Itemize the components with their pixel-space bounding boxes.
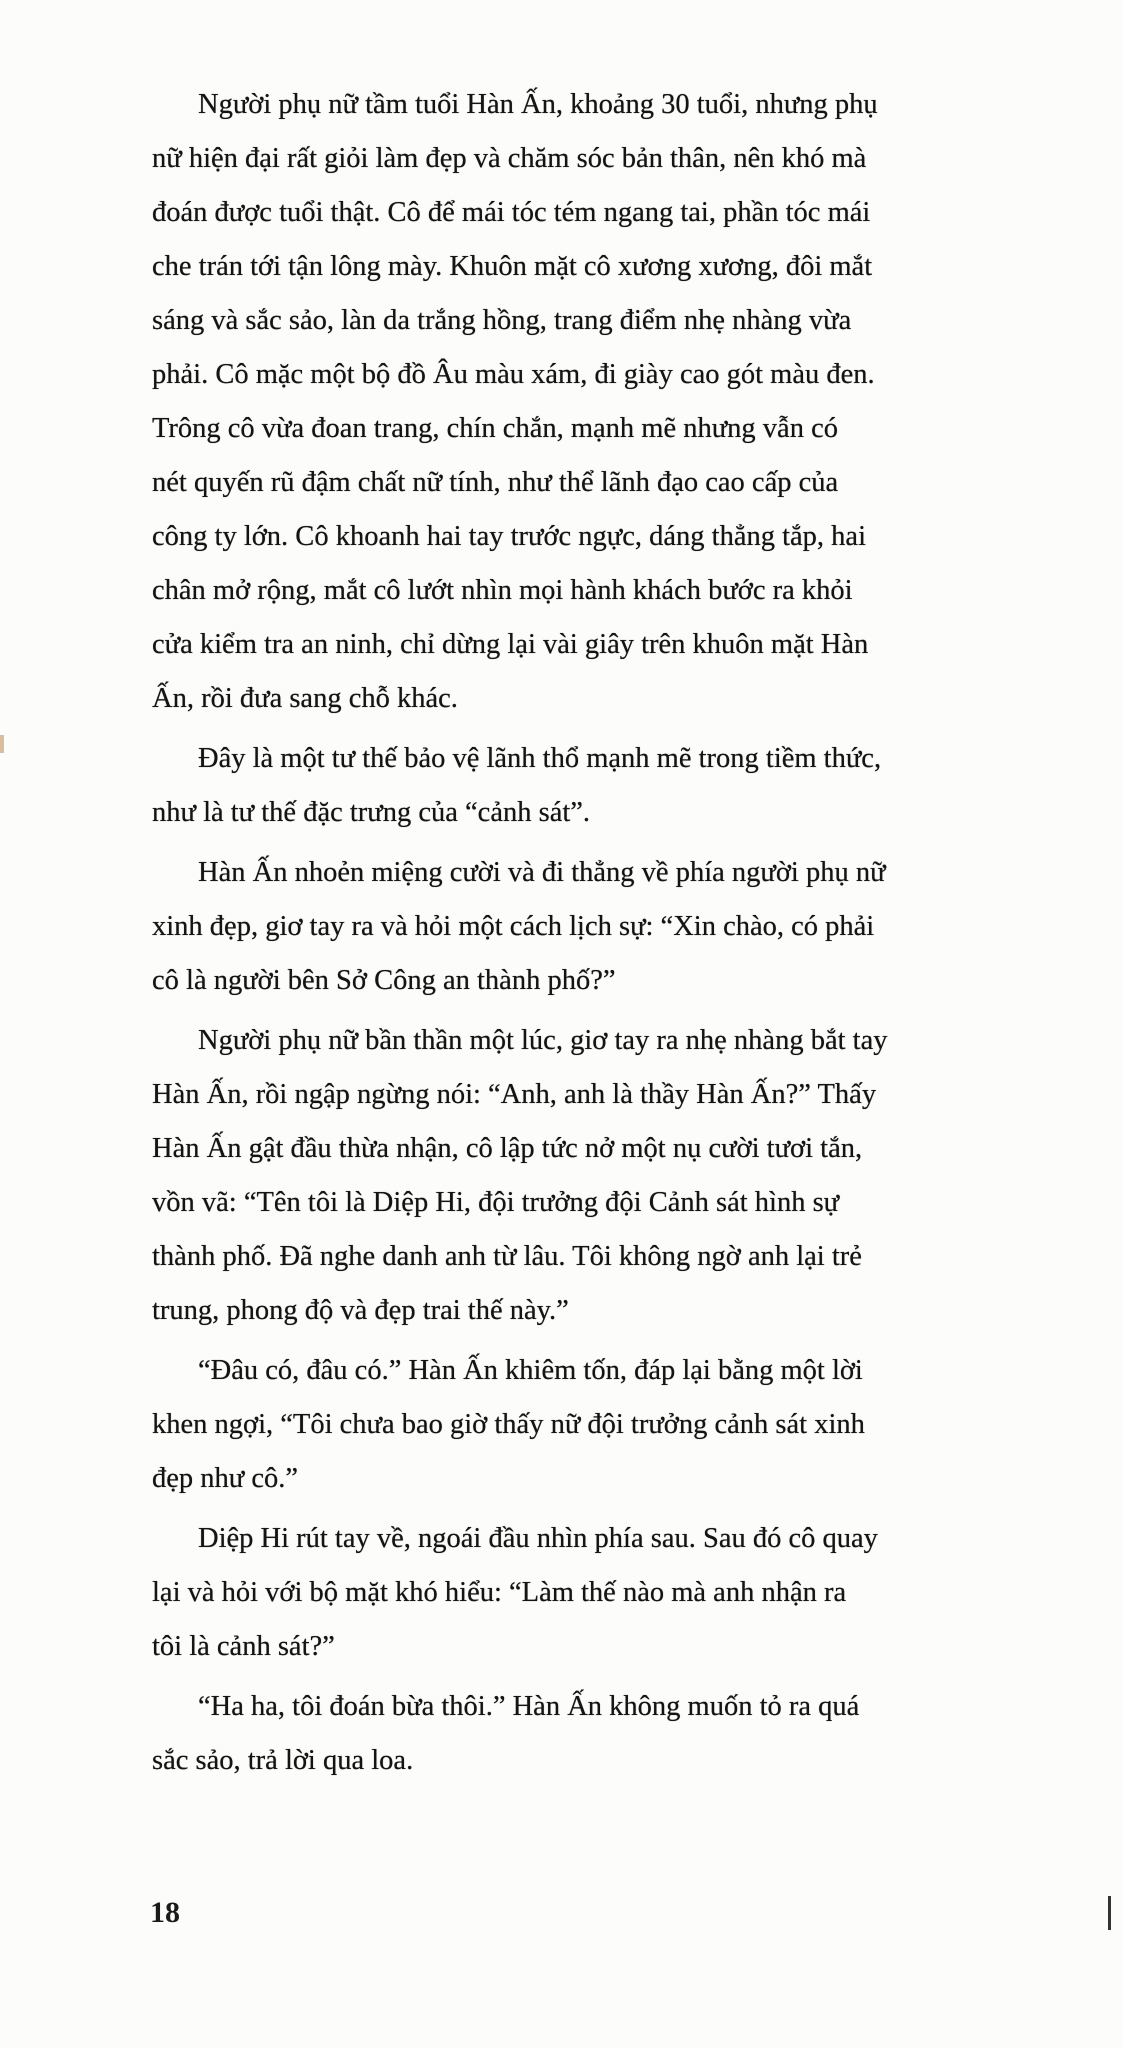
text-line: Người phụ nữ bần thần một lúc, giơ tay ra nhẹ nhàng bắt tay xyxy=(198,1025,888,1056)
text-line: Diệp Hi rút tay về, ngoái đầu nhìn phía sau. Sau đó cô quay xyxy=(198,1523,878,1554)
text-line: “Ha ha, tôi đoán bừa thôi.” Hàn Ấn không muốn tỏ ra quá xyxy=(198,1691,860,1722)
text-line: “Đâu có, đâu có.” Hàn Ấn khiêm tốn, đáp lại bằng một lời xyxy=(198,1355,863,1386)
text-line: cửa kiểm tra an ninh, chỉ dừng lại vài giây trên khuôn mặt Hàn xyxy=(152,629,869,660)
text-line: thành phố. Đã nghe danh anh từ lâu. Tôi không ngờ anh lại trẻ xyxy=(152,1241,862,1272)
paragraph xyxy=(152,846,886,1008)
paragraph xyxy=(152,1512,878,1674)
text-line: công ty lớn. Cô khoanh hai tay trước ngực, dáng thẳng tắp, hai xyxy=(152,521,867,552)
text-line: khen ngợi, “Tôi chưa bao giờ thấy nữ đội trưởng cảnh sát xinh xyxy=(152,1409,865,1440)
text-line: Đây là một tư thế bảo vệ lãnh thổ mạnh mẽ trong tiềm thức, xyxy=(198,743,882,774)
paragraph xyxy=(152,732,882,840)
text-line: tôi là cảnh sát?” xyxy=(152,1631,335,1662)
text-line: xinh đẹp, giơ tay ra và hỏi một cách lịch sự: “Xin chào, có phải xyxy=(152,911,875,942)
text-line: cô là người bên Sở Công an thành phố?” xyxy=(152,965,616,996)
text-line: Người phụ nữ tầm tuổi Hàn Ấn, khoảng 30 tuổi, nhưng phụ xyxy=(198,89,878,120)
text-line: nét quyến rũ đậm chất nữ tính, như thể lãnh đạo cao cấp của xyxy=(152,467,839,498)
text-line: Hàn Ấn nhoẻn miệng cười và đi thẳng về phía người phụ nữ xyxy=(198,857,886,888)
text-line: đoán được tuổi thật. Cô để mái tóc tém ngang tai, phần tóc mái xyxy=(152,197,871,228)
text-line: Ấn, rồi đưa sang chỗ khác. xyxy=(152,683,458,714)
text-line: đẹp như cô.” xyxy=(152,1463,299,1494)
page-number: 18 xyxy=(150,1896,180,1929)
scan-edge-mark xyxy=(1108,1896,1111,1930)
text-line: che trán tới tận lông mày. Khuôn mặt cô xương xương, đôi mắt xyxy=(152,251,873,282)
paragraph xyxy=(152,1344,865,1506)
paragraph xyxy=(152,1680,860,1788)
text-line: nữ hiện đại rất giỏi làm đẹp và chăm sóc bản thân, nên khó mà xyxy=(152,143,867,174)
text-line: sáng và sắc sảo, làn da trắng hồng, trang điểm nhẹ nhàng vừa xyxy=(152,305,852,336)
text-line: Hàn Ấn, rồi ngập ngừng nói: “Anh, anh là thầy Hàn Ấn?” Thấy xyxy=(152,1079,877,1110)
text-line: vồn vã: “Tên tôi là Diệp Hi, đội trưởng đội Cảnh sát hình sự xyxy=(152,1187,840,1218)
scan-edge-mark xyxy=(0,735,4,753)
text-line: chân mở rộng, mắt cô lướt nhìn mọi hành khách bước ra khỏi xyxy=(152,575,853,606)
text-line: Hàn Ấn gật đầu thừa nhận, cô lập tức nở một nụ cười tươi tắn, xyxy=(152,1133,863,1164)
text-line: sắc sảo, trả lời qua loa. xyxy=(152,1745,414,1776)
paragraph xyxy=(152,78,878,726)
text-line: như là tư thế đặc trưng của “cảnh sát”. xyxy=(152,797,591,828)
body-text xyxy=(152,78,888,1794)
text-line: phải. Cô mặc một bộ đồ Âu màu xám, đi giày cao gót màu đen. xyxy=(152,359,875,390)
text-line: lại và hỏi với bộ mặt khó hiểu: “Làm thế nào mà anh nhận ra xyxy=(152,1577,847,1608)
paragraph xyxy=(152,1014,888,1338)
text-line: Trông cô vừa đoan trang, chín chắn, mạnh mẽ nhưng vẫn có xyxy=(152,413,838,444)
text-line: trung, phong độ và đẹp trai thế này.” xyxy=(152,1295,569,1326)
